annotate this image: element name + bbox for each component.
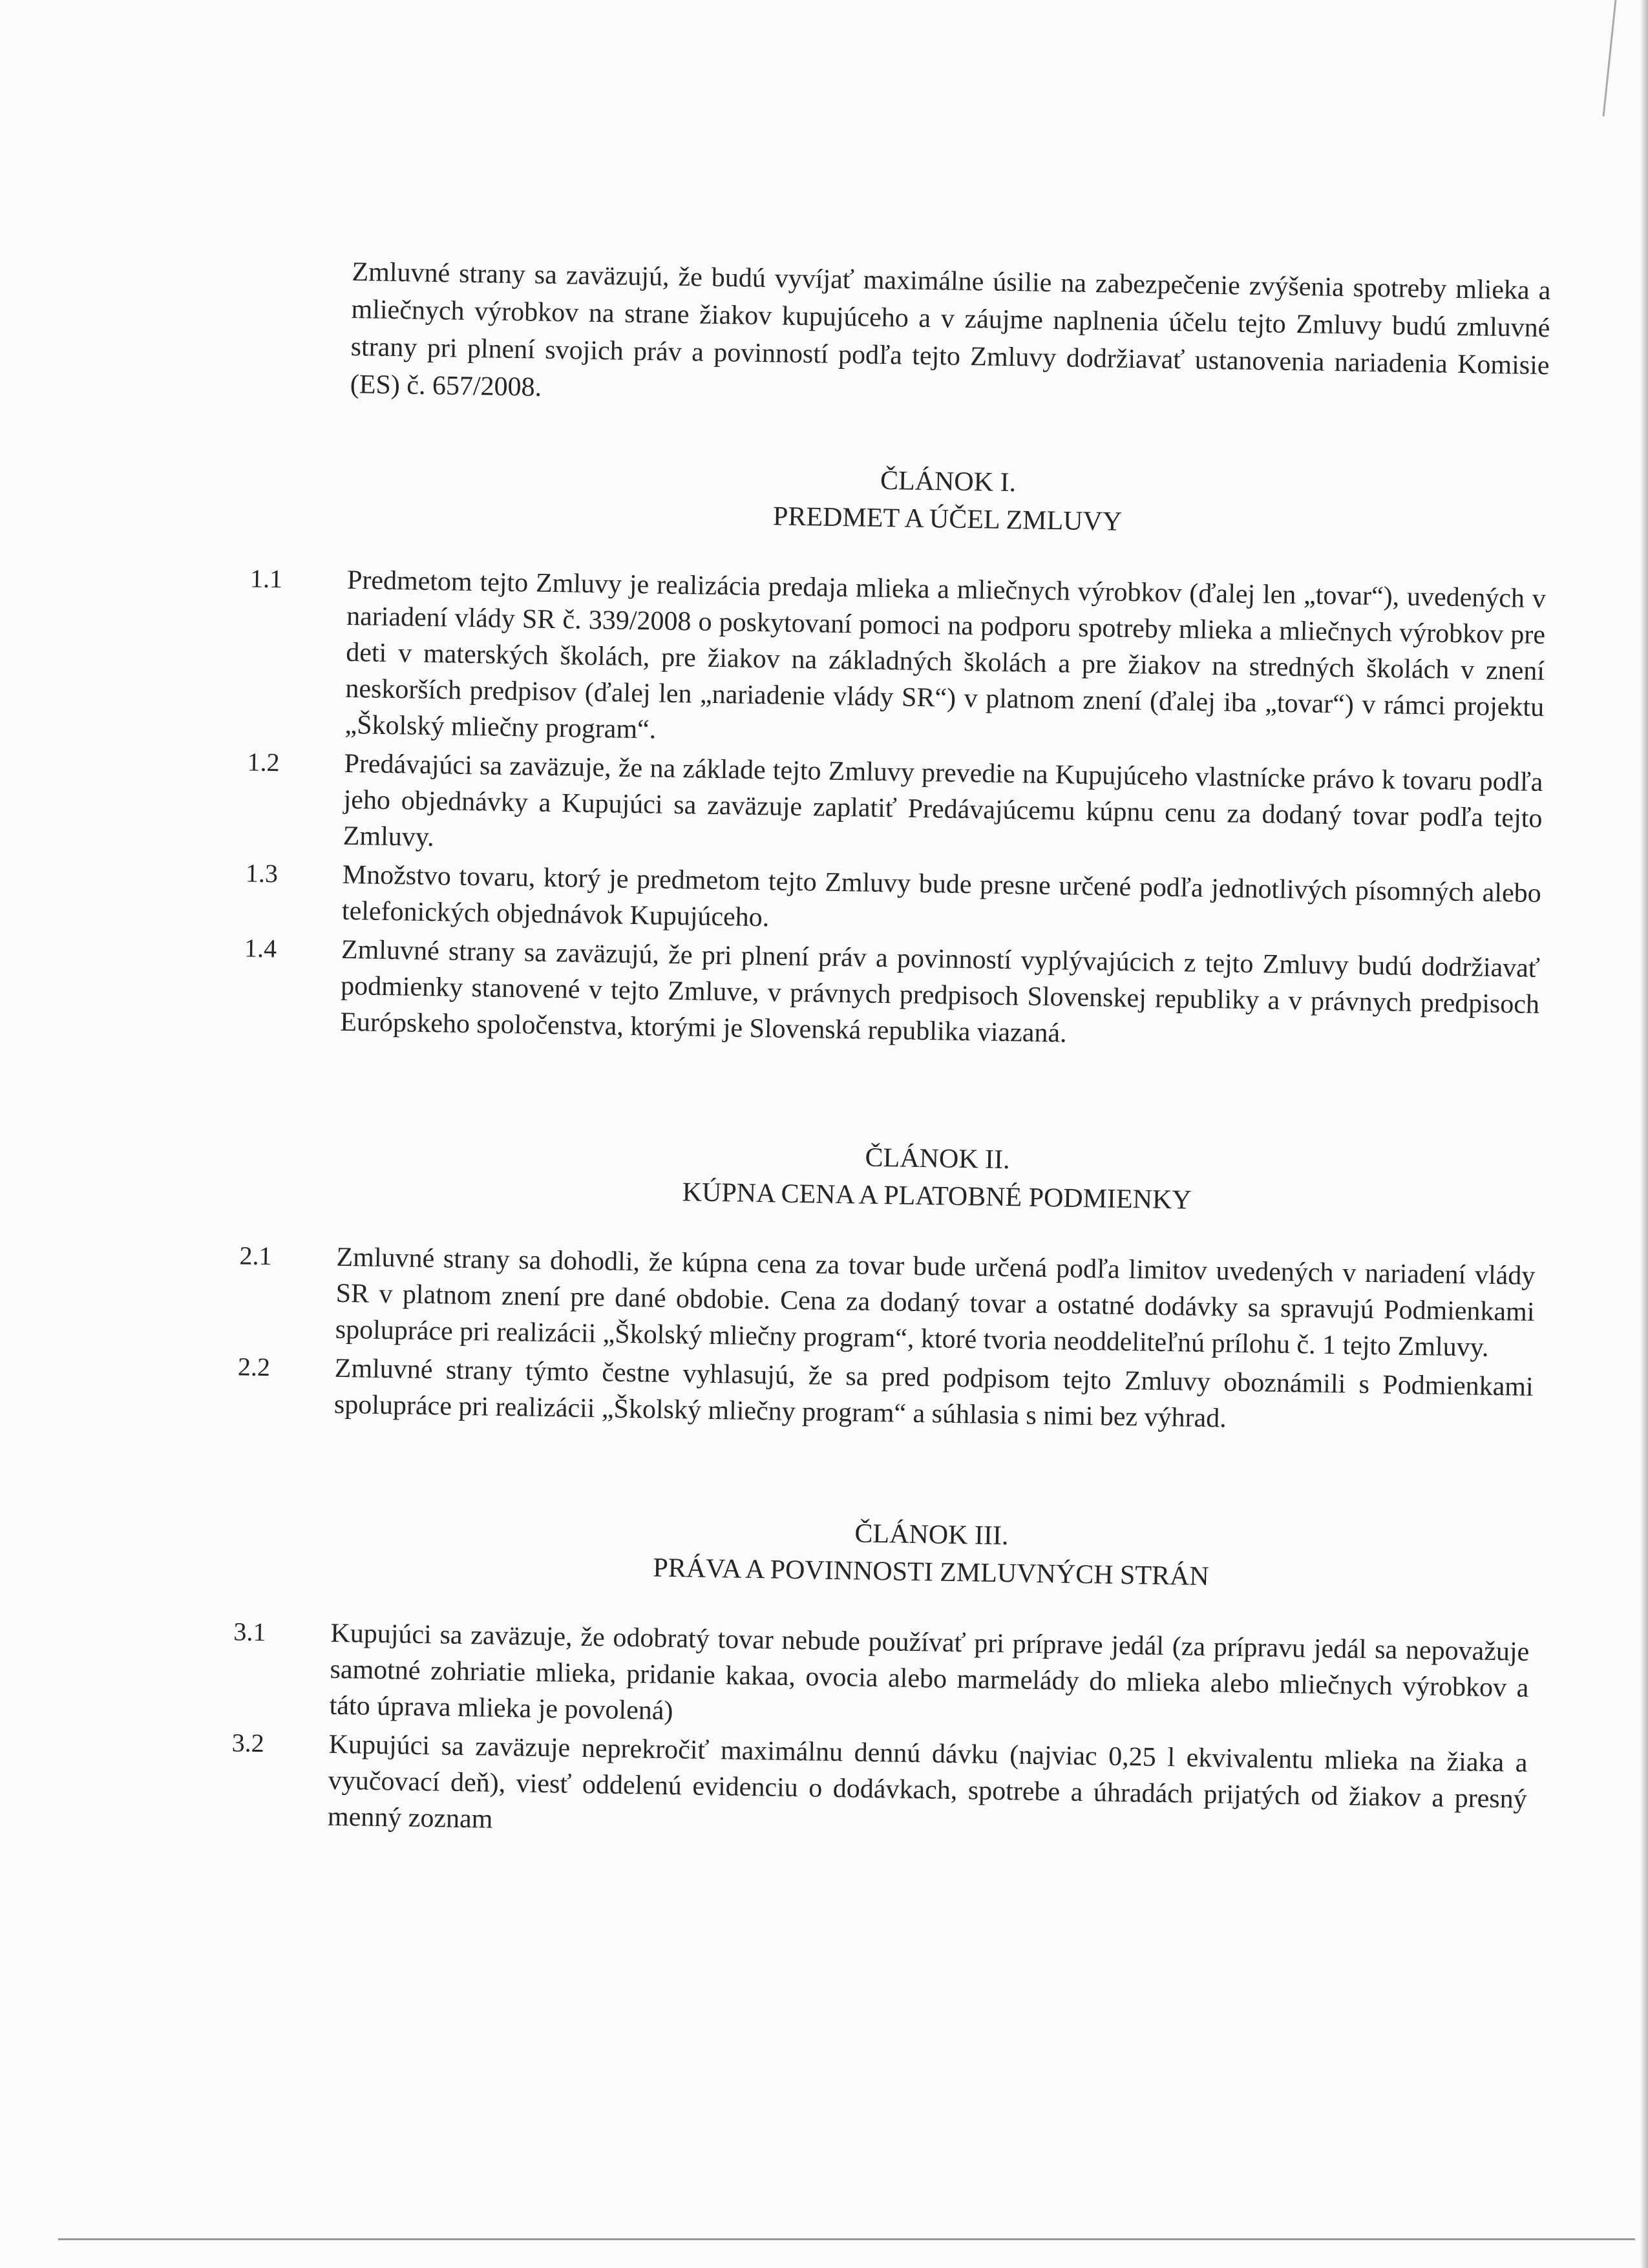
item-text: Predmetom tejto Zmluvy je realizácia predaja mlieka a mliečnych výrobkov (ďalej len „tovar“), uvedených v nariadení vlády SR č. 339/2008 o poskytovaní pomoci na podporu spotreby mlieka a mliečnych výrobkov pre deti v materských školách, pre žiakov na základných školách a pre žiakov na stredných školách v znení neskorších predpisov (ďalej len „nariadenie vlády SR“) v platnom znení (ďalej iba „tovar“) v rámci projektu „Školský mliečny program“. [344,565,1547,745]
list-item [249,562,1547,762]
item-text: Zmluvné strany sa dohodli, že kúpna cena za tovar bude určená podľa limitov uvedených v nariadení vlády SR v platnom znení pre dané obdobie. Cena za dodaný tovar a ostatné dodávky sa spravujú Podmienkami spolupráce pri realizácii „Školský mliečny program“, ktoré tvoria neoddeliteľnú prílohu č. 1 tejto Zmluvy. [335,1242,1536,1363]
item-number: 1.1 [249,563,283,594]
item-number: 3.2 [231,1728,265,1758]
item-text: Množstvo tovaru, ktorý je predmetom tejto Zmluvy bude presne určené podľa jednotlivých písomných alebo telefonických objednávok Kupujúceho. [341,859,1542,933]
article-heading [348,454,1548,547]
list-item [244,932,1541,1059]
item-text: Kupujúci sa zaväzuje, že odobratý tovar nebude používať pri príprave jedál (za prípravu jedál sa nepovažuje samotné zohriatie mlieka, pridanie kakaa, ovocia alebo marmelády do mlieka alebo mliečnych výrobkov a táto úprava mlieka je povolená) [329,1618,1530,1727]
article-title: ČLÁNOK II. [865,1142,1010,1175]
item-number: 2.2 [237,1352,271,1382]
item-number: 1.3 [245,858,279,888]
document-content [231,253,1551,1873]
item-text: Zmluvné strany týmto čestne vyhlasujú, že sa pred podpisom tejto Zmluvy oboznámili s Podmienkami spolupráce pri realizácii „Školský mliečny program“ a súhlasia s nimi bez výhrad. [333,1353,1534,1434]
list-item [233,1615,1530,1743]
article-2 [237,1131,1537,1442]
article-subtitle: PRÁVA A POVINNOSTI ZMLUVNÝCH STRÁN [653,1553,1210,1592]
article-subtitle: KÚPNA CENA A PLATOBNÉ PODMIENKY [682,1177,1192,1215]
article-1 [244,454,1548,1059]
item-number: 1.4 [244,933,277,963]
list-item [237,1350,1534,1442]
page-edge-shadow [1640,0,1648,2268]
item-text: Zmluvné strany sa zaväzujú, že pri plnení práv a povinností vyplývajúcich z tejto Zmluvy budú dodržiavať podmienky stanovené v tejto Zmluve, v právnych predpisoch Slovenskej republiky a v právnych predpisoch Európskeho spoločenstva, ktorými je Slovenská republika viazaná. [339,934,1541,1049]
intro-paragraph: Zmluvné strany sa zaväzujú, že budú vyvíjať maximálne úsilie na zabezpečenie zvýšenia spotreby mlieka a mliečnych výrobkov na strane žiakov kupujúceho a v záujme naplnenia účelu tejto Zmluvy budú zmluvné strany pri plnení svojich práv a povinností podľa tejto Zmluvy dodržiavať ustanovenia nariadenia Komisie (ES) č. 657/2008. [350,257,1551,403]
article-3 [231,1507,1532,1854]
list-item [247,746,1543,873]
article-subtitle: PREDMET A ÚČEL ZMLUVY [772,501,1123,537]
article-title: ČLÁNOK I. [880,465,1017,498]
article-title: ČLÁNOK III. [854,1518,1009,1551]
item-text: Predávajúci sa zaväzuje, že na základe tejto Zmluvy prevedie na Kupujúceho vlastnícke právo k tovaru podľa jeho objednávky a Kupujúci sa zaväzuje zaplatiť Predávajúcemu kúpnu cenu za dodaný tovar podľa tejto Zmluvy. [343,748,1543,853]
item-text: Kupujúci sa zaväzuje neprekročiť maximálnu dennú dávku (najviac 0,25 l ekvivalentu mlieka na žiaka a vyučovací deň), viesť oddelenú evidenciu o dodávkach, spotrebe a úhradách prijatých od žiakov a presný menný zoznam [327,1729,1528,1834]
list-item [231,1727,1528,1854]
item-number: 3.1 [233,1617,266,1647]
item-number: 1.2 [247,747,280,777]
list-item [239,1239,1536,1367]
bottom-scan-line [58,2238,1635,2240]
item-number: 2.1 [239,1241,272,1271]
scan-corner-mark [1603,0,1645,116]
